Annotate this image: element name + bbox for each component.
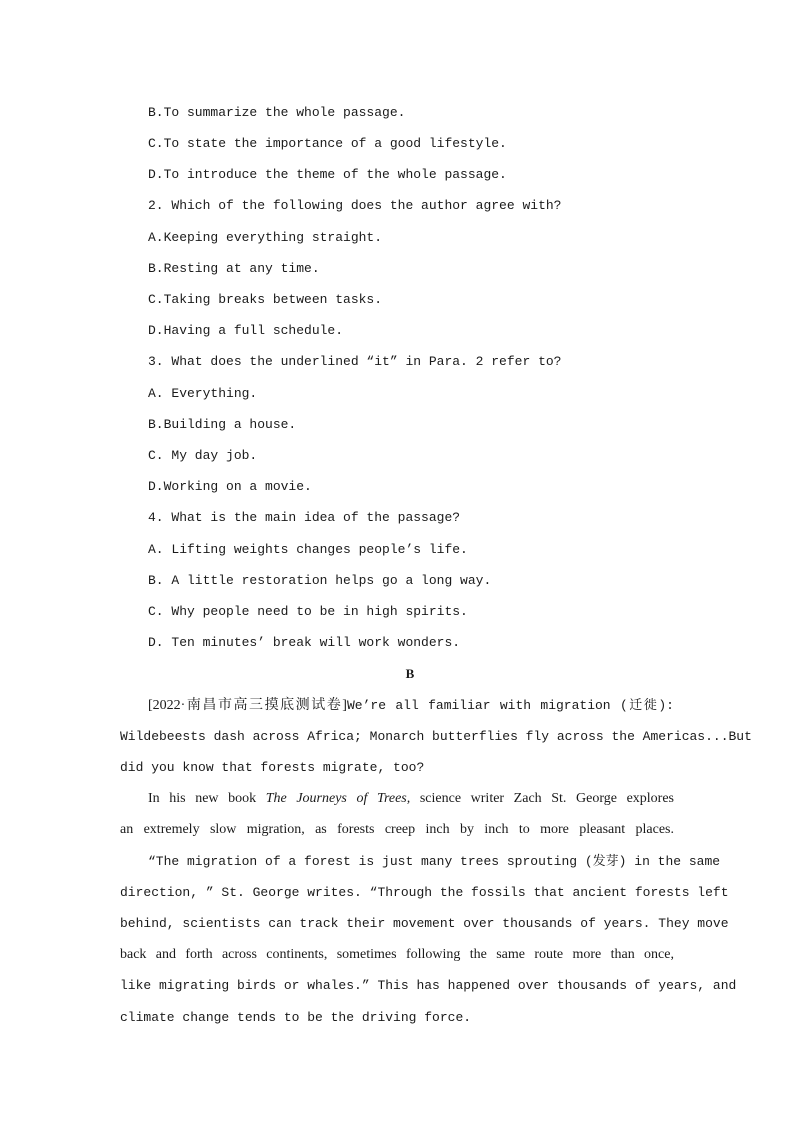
book-title: The Journeys of Trees,	[265, 791, 411, 806]
q2-option-a: A.Keeping everything straight.	[148, 230, 383, 245]
q2-option-c: C.Taking breaks between tasks.	[148, 292, 383, 307]
passage-b-para2-line2: an extremely slow migration, as forests creep inch by inch to more pleasant places.	[120, 822, 674, 837]
q2-option-d: D.Having a full schedule.	[148, 323, 344, 338]
passage-b-para3-line4: back and forth across continents, sometimes following the same route more than once,	[120, 947, 674, 962]
q4-option-b: B. A little restoration helps go a long way.	[148, 573, 492, 588]
q1-option-d: D.To introduce the theme of the whole passage.	[148, 167, 507, 182]
para2-line1-a: In his new book	[148, 791, 266, 806]
source-tag: [2022·南昌市高三摸底测试卷]	[148, 698, 347, 713]
passage-b-para1-line2: Wildebeests dash across Africa; Monarch butterflies fly across the Americas...But	[120, 729, 752, 744]
section-b-heading: B	[405, 666, 415, 681]
passage-b-para3-line2: direction, ” St. George writes. “Through the fossils that ancient forests left	[120, 885, 729, 900]
passage-b-para3-line3: behind, scientists can track their movement over thousands of years. They move	[120, 916, 729, 931]
q3-question: 3. What does the underlined “it” in Para. 2 refer to?	[148, 354, 562, 369]
q3-option-a: A. Everything.	[148, 386, 258, 401]
q3-option-b: B.Building a house.	[148, 417, 297, 432]
q2-option-b: B.Resting at any time.	[148, 261, 320, 276]
passage-b-para3-line1: “The migration of a forest is just many trees sprouting (发芽) in the same	[148, 854, 721, 869]
q4-option-c: C. Why people need to be in high spirits.	[148, 604, 468, 619]
q1-option-b: B.To summarize the whole passage.	[148, 105, 406, 120]
passage-b-para3-line6: climate change tends to be the driving force.	[120, 1010, 472, 1025]
q4-option-d: D. Ten minutes’ break will work wonders.	[148, 635, 461, 650]
q2-question: 2. Which of the following does the author agree with?	[148, 198, 562, 213]
passage-b-para1-line3: did you know that forests migrate, too?	[120, 760, 425, 775]
q4-question: 4. What is the main idea of the passage?	[148, 510, 461, 525]
q4-option-a: A. Lifting weights changes people’s life.	[148, 542, 468, 557]
passage-b-para3-line5: like migrating birds or whales.” This has happened over thousands of years, and	[120, 978, 737, 993]
q1-option-c: C.To state the importance of a good lifestyle.	[148, 136, 507, 151]
q3-option-c: C. My day job.	[148, 448, 258, 463]
passage-b-para2-line1	[148, 791, 674, 807]
passage-b-para1-line1	[148, 698, 674, 714]
q3-option-d: D.Working on a movie.	[148, 479, 312, 494]
para2-line1-b: science writer Zach St. George explores	[410, 791, 675, 806]
para1-line1-text: We’re all familiar with migration (迁徙):	[346, 698, 674, 713]
